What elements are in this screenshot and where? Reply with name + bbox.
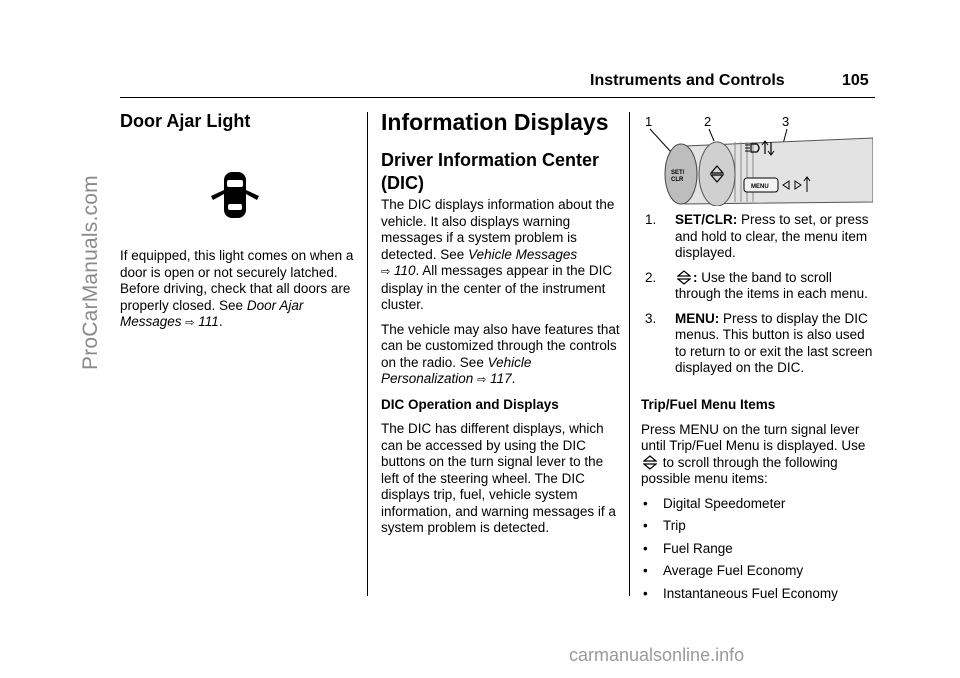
bullet-text: Fuel Range xyxy=(663,540,733,556)
running-header-title: Instruments and Controls xyxy=(590,72,785,89)
list-item xyxy=(645,270,875,303)
bullet-marker: • xyxy=(643,585,648,601)
page-reference-number[interactable]: 111 xyxy=(198,314,219,329)
column-divider xyxy=(367,112,368,596)
list-label: SET/CLR: xyxy=(675,212,738,227)
callout-number: 3 xyxy=(782,114,790,129)
door-ajar-car-icon xyxy=(205,166,265,226)
section-title-information-displays: Information Displays xyxy=(381,109,609,135)
list-item xyxy=(641,563,873,580)
paragraph-text: . All messages appear in the DIC display in the center of the instrument cluster. xyxy=(381,263,613,312)
list-text: Use the band to scroll through the items in each menu. xyxy=(675,269,868,301)
list-item xyxy=(641,586,873,603)
trip-fuel-paragraph xyxy=(641,422,873,488)
list-number: 2. xyxy=(645,269,657,285)
list-label: : xyxy=(693,269,698,285)
list-number: 1. xyxy=(645,212,657,227)
paragraph-text: to scroll through the following possible menu items: xyxy=(641,454,838,486)
page-reference-number[interactable]: 117 xyxy=(490,371,512,386)
bullet-text: Trip xyxy=(663,518,686,533)
callout-number: 1 xyxy=(645,114,653,129)
callout-number: 2 xyxy=(704,114,712,129)
page-reference-number[interactable]: 110 xyxy=(393,263,416,278)
list-number: 3. xyxy=(645,310,657,326)
dic-paragraph-1 xyxy=(381,197,621,314)
cross-reference-link[interactable]: Vehicle Personalization xyxy=(381,354,532,386)
bullet-marker: • xyxy=(643,563,648,578)
bullet-marker: • xyxy=(643,540,648,556)
bullet-text: Instantaneous Fuel Economy xyxy=(663,585,838,601)
list-item xyxy=(641,518,873,535)
header-rule xyxy=(120,97,875,98)
subsection-title-dic: Driver Information Center (DIC) xyxy=(381,150,600,193)
cross-reference-link[interactable]: Vehicle Messages xyxy=(468,246,578,262)
page-reference-icon: ⇨ xyxy=(185,317,195,329)
list-text: Press to set, or press and hold to clear, the menu item displayed. xyxy=(675,212,869,260)
list-item xyxy=(645,311,875,377)
paragraph-text: The DIC displays information about the vehicle. It also displays warning messages if a system problem is detected. See xyxy=(381,197,615,262)
dic-body xyxy=(381,197,621,537)
paragraph-text: . xyxy=(218,314,223,329)
menu-label: MENU xyxy=(751,184,769,190)
lever-controls-list xyxy=(645,212,875,385)
door-ajar-paragraph xyxy=(120,248,360,332)
dic-paragraph-3: The DIC has different displays, which can be accessed by using the DIC buttons on the turn signal lever to the left of the steering wheel. The DIC displays trip, fuel, vehicle system information, and warning messages if a system problem is detected. xyxy=(381,421,616,535)
bullet-text: Average Fuel Economy xyxy=(663,563,804,578)
list-label: MENU: xyxy=(675,310,720,326)
paragraph-text: . xyxy=(511,371,516,386)
set-label: SET/ xyxy=(671,170,685,176)
scroll-band-icon xyxy=(643,455,657,470)
page-number: 105 xyxy=(842,72,869,89)
bullet-text: Digital Speedometer xyxy=(663,495,786,511)
list-item xyxy=(641,541,873,558)
paragraph-text: The vehicle may also have features that can be customized through the controls on the radio. See xyxy=(381,321,620,370)
paragraph-text: Press MENU on the turn signal lever until Trip/Fuel Menu is displayed. Use xyxy=(641,421,866,453)
page-reference-icon: ⇨ xyxy=(477,374,487,386)
paragraph-text: If equipped, this light comes on when a door is open or not securely latched. Before driving, check that all doors are properly closed. See xyxy=(120,248,354,313)
list-item xyxy=(641,496,873,513)
side-watermark: ProCarManuals.com xyxy=(79,175,102,370)
scroll-band-icon xyxy=(677,270,691,285)
turn-signal-lever-diagram xyxy=(641,112,873,206)
cross-reference-link[interactable]: Door Ajar Messages xyxy=(120,297,304,329)
list-item xyxy=(645,212,875,262)
dic-paragraph-2 xyxy=(381,322,621,389)
trip-fuel-section xyxy=(641,397,873,602)
column-divider xyxy=(629,112,630,596)
clr-label: CLR xyxy=(671,177,684,183)
trip-fuel-heading: Trip/Fuel Menu Items xyxy=(641,397,776,412)
bottom-watermark: carmanualsonline.info xyxy=(569,645,745,665)
dic-operation-heading: DIC Operation and Displays xyxy=(381,396,559,412)
bullet-marker: • xyxy=(643,495,648,511)
page-reference-icon: ⇨ xyxy=(381,266,391,278)
section-title-door-ajar: Door Ajar Light xyxy=(120,111,251,131)
list-text: Press to display the DIC menus. This button is also used to return to or exit the last screen displayed on the DIC. xyxy=(675,310,873,375)
bullet-marker: • xyxy=(643,518,648,533)
